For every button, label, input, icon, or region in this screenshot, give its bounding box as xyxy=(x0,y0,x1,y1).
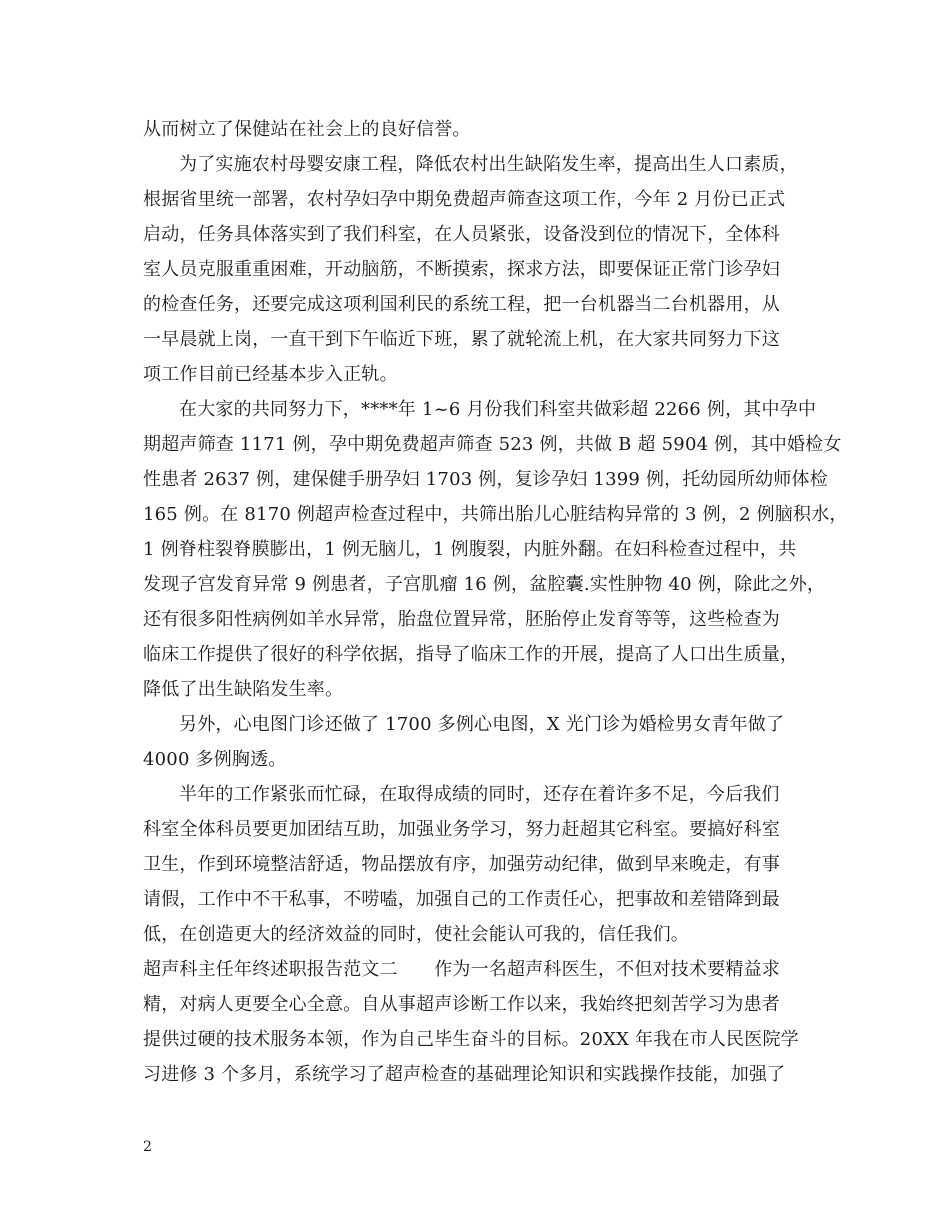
text-line: 提供过硬的技术服务本领，作为自己毕生奋斗的目标。20XX 年我在市人民医院学 xyxy=(143,1029,799,1050)
text-line: 请假，工作中不干私事，不唠嗑，加强自己的工作责任心，把事故和差错降到最 xyxy=(143,889,780,910)
text-line: 半年的工作紧张而忙碌，在取得成绩的同时，还存在着许多不足，今后我们 xyxy=(179,784,780,805)
text-line: 性患者 2637 例，建保健手册孕妇 1703 例，复诊孕妇 1399 例，托幼园所幼师体检 xyxy=(143,469,828,490)
text-line: 165 例。在 8170 例超声检查过程中，共筛出胎儿心脏结构异常的 3 例，2 例脑积水， xyxy=(143,504,848,525)
text-line: 启动，任务具体落实到了我们科室，在人员紧张，设备没到位的情况下，全体科 xyxy=(143,224,780,245)
text-line: 另外，心电图门诊还做了 1700 多例心电图，X 光门诊为婚检男女青年做了 xyxy=(179,714,785,735)
page-number: 2 xyxy=(143,1139,152,1155)
text-line: 4000 多例胸透。 xyxy=(143,749,287,770)
text-line: 项工作目前已经基本步入正轨。 xyxy=(143,364,398,385)
text-line: 降低了出生缺陷发生率。 xyxy=(143,679,344,700)
text-line: 低，在创造更大的经济效益的同时，使社会能认可我的，信任我们。 xyxy=(143,924,689,945)
text-line: 期超声筛查 1171 例，孕中期免费超声筛查 523 例，共做 B 超 5904 例，其中婚检女 xyxy=(143,434,842,455)
text-line: 卫生，作到环境整洁舒适，物品摆放有序，加强劳动纪律，做到早来晚走，有事 xyxy=(143,854,780,875)
text-line: 的检查任务，还要完成这项利国利民的系统工程，把一台机器当二台机器用，从 xyxy=(143,294,780,315)
text-line: 超声科主任年终述职报告范文二 作为一名超声科医生，不但对技术要精益求 xyxy=(143,959,780,980)
text-line: 室人员克服重重困难，开动脑筋，不断摸索，探求方法，即要保证正常门诊孕妇 xyxy=(143,259,780,280)
text-line: 一早晨就上岗，一直干到下午临近下班，累了就轮流上机，在大家共同努力下这 xyxy=(143,329,780,350)
text-line: 1 例脊柱裂脊膜膨出，1 例无脑儿，1 例腹裂，内脏外翻。在妇科检查过程中，共 xyxy=(143,539,797,560)
text-line: 精，对病人更要全心全意。自从事超声诊断工作以来，我始终把刻苦学习为患者 xyxy=(143,994,780,1015)
text-line: 还有很多阳性病例如羊水异常，胎盘位置异常，胚胎停止发育等等，这些检查为 xyxy=(143,609,780,630)
text-line: 科室全体科员要更加团结互助，加强业务学习，努力赶超其它科室。要搞好科室 xyxy=(143,819,780,840)
text-line: 为了实施农村母婴安康工程，降低农村出生缺陷发生率，提高出生人口素质， xyxy=(179,154,798,175)
text-line: 发现子宫发育异常 9 例患者，子宫肌瘤 16 例，盆腔囊.实性肿物 40 例，除此之外， xyxy=(143,574,826,595)
text-line: 在大家的共同努力下，****年 1~6 月份我们科室共做彩超 2266 例，其中孕中 xyxy=(179,399,817,420)
text-line: 从而树立了保健站在社会上的良好信誉。 xyxy=(143,119,471,140)
text-line: 临床工作提供了很好的科学依据，指导了临床工作的开展，提高了人口出生质量， xyxy=(143,644,799,665)
text-line: 习进修 3 个多月，系统学习了超声检查的基础理论知识和实践操作技能，加强了 xyxy=(143,1064,786,1085)
text-line: 根据省里统一部署，农村孕妇孕中期免费超声筛查这项工作，今年 2 月份已正式 xyxy=(143,189,786,210)
